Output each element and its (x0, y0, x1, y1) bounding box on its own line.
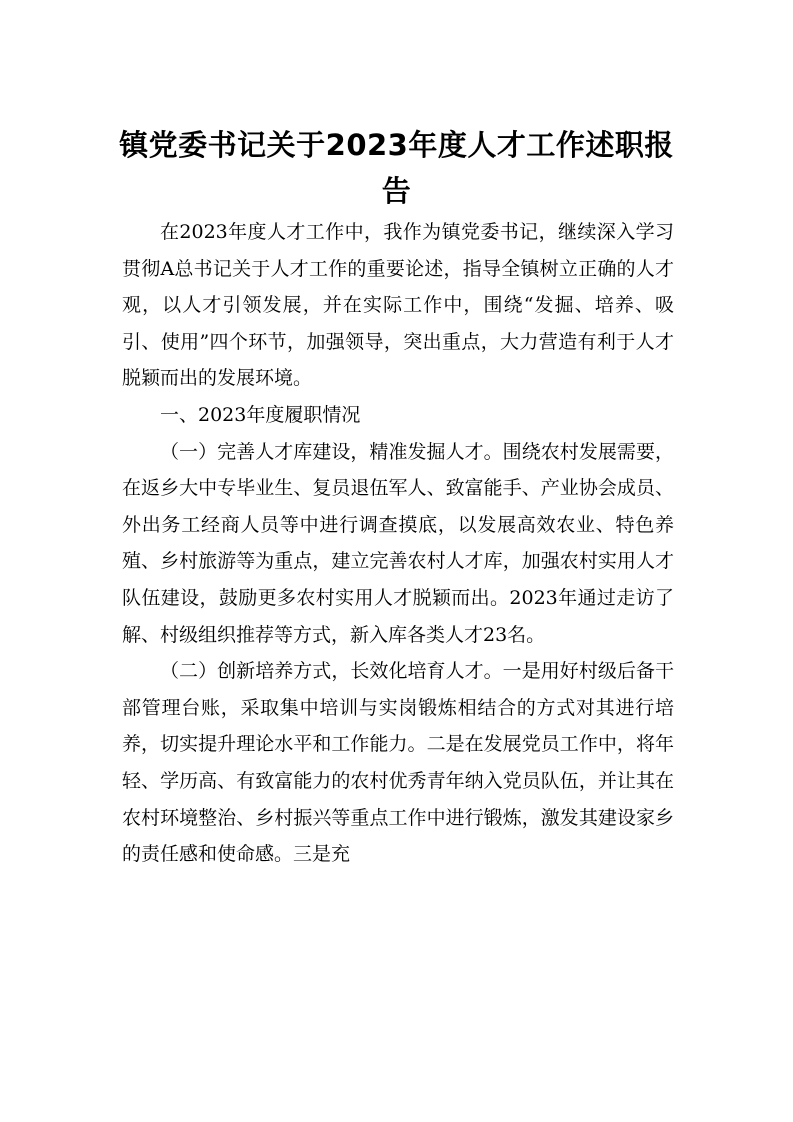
paragraph-talent-pool: （一）完善人才库建设，精准发掘人才。围绕农村发展需要，在返乡大中专毕业生、复员退伍军人、致富能手、产业协会成员、外出务工经商人员等中进行调查摸底，以发展高效农业、特色养殖、乡村旅游等为重点，建立完善农村人才库，加强农村实用人才队伍建设，鼓励更多农村实用人才脱颖而出。2023年通过走访了解、村级组织推荐等方式，新入库各类人才23名。 (122, 440, 674, 646)
document-title: 镇党委书记关于2023年度人才工作述职报告 (119, 128, 674, 208)
section-heading-performance: 一、2023年度履职情况 (160, 403, 361, 426)
paragraph-training: （二）创新培养方式，长效化培育人才。一是用好村级后备干部管理台账，采取集中培训与实岗锻炼相结合的方式对其进行培养，切实提升理论水平和工作能力。二是在发展党员工作中，将年轻、学历高、有致富能力的农村优秀青年纳入党员队伍，并让其在农村环境整治、乡村振兴等重点工作中进行锻炼，激发其建设家乡的责任感和使命感。三是充 (122, 660, 674, 866)
document-body (122, 214, 674, 873)
paragraph-intro: 在2023年度人才工作中，我作为镇党委书记，继续深入学习贯彻A总书记关于人才工作的重要论述，指导全镇树立正确的人才观，以人才引领发展，并在实际工作中，围绕“发掘、培养、吸引、使用”四个环节，加强领导，突出重点，大力营造有利于人才脱颖而出的发展环境。 (122, 221, 674, 390)
